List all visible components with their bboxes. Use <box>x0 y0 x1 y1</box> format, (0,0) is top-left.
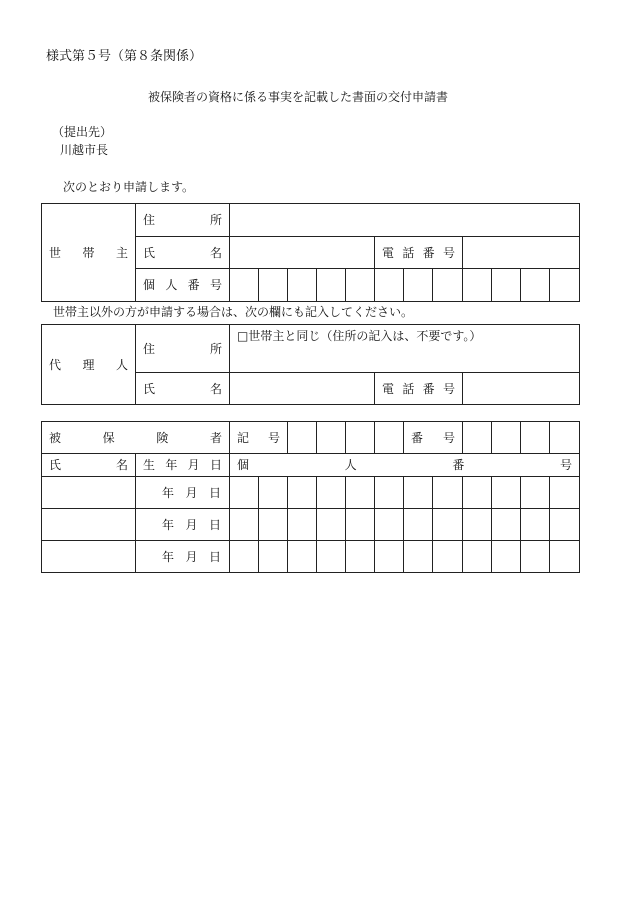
individual-number-digit-cell[interactable] <box>346 269 375 302</box>
individual-number-digit-cell[interactable] <box>433 509 463 541</box>
individual-number-digit-cell[interactable] <box>550 477 580 509</box>
proxy-name-label: 氏 名 <box>136 373 230 405</box>
insured-section-label: 被 保 険 者 <box>42 422 230 454</box>
proxy-phone-label: 電 話 番 号 <box>375 373 463 405</box>
intro-text: 次のとおり申請します。 <box>63 180 195 194</box>
insured-row <box>42 541 580 573</box>
individual-number-digit-cell[interactable] <box>463 541 492 573</box>
household-head-section-label: 世 帯 主 <box>42 204 136 302</box>
individual-number-digit-cell[interactable] <box>521 509 550 541</box>
proxy-address-label: 住 所 <box>136 325 230 373</box>
name-label: 氏 名 <box>136 237 230 269</box>
name-field[interactable] <box>230 237 375 269</box>
individual-number-digit-cell[interactable] <box>375 269 404 302</box>
individual-number-digit-cell[interactable] <box>346 541 375 573</box>
insured-name-cell[interactable] <box>42 541 136 573</box>
symbol-label: 記 号 <box>230 422 288 454</box>
individual-number-digit-cell[interactable] <box>317 477 346 509</box>
phone-field[interactable] <box>463 237 580 269</box>
phone-label: 電 話 番 号 <box>375 237 463 269</box>
individual-number-digit-cell[interactable] <box>550 509 580 541</box>
individual-number-digit-cell[interactable] <box>230 269 259 302</box>
individual-number-digit-cell[interactable] <box>346 509 375 541</box>
birthdate-cell[interactable]: 年 月 日 <box>136 477 230 509</box>
recipient-label: （提出先） <box>52 125 113 139</box>
individual-number-digit-cell[interactable] <box>492 269 521 302</box>
insured-row <box>42 509 580 541</box>
insured-table <box>41 421 580 573</box>
individual-number-label: 個 人 番 号 <box>136 269 230 302</box>
individual-number-digit-cell[interactable] <box>375 477 404 509</box>
symbol-cell[interactable] <box>375 422 404 454</box>
individual-number-digit-cell[interactable] <box>288 541 317 573</box>
symbol-cell[interactable] <box>288 422 317 454</box>
individual-number-digit-cell[interactable] <box>433 541 463 573</box>
recipient: 川越市長 <box>60 143 109 157</box>
individual-number-digit-cell[interactable] <box>521 269 550 302</box>
number-cell[interactable] <box>492 422 521 454</box>
column-header-birthdate: 生 年 月 日 <box>136 454 230 477</box>
same-as-head-checkbox[interactable]: □世帯主と同じ（住所の記入は、不要です。） <box>237 329 482 343</box>
individual-number-digit-cell[interactable] <box>317 509 346 541</box>
insured-name-cell[interactable] <box>42 477 136 509</box>
birthdate-cell[interactable]: 年 月 日 <box>136 541 230 573</box>
column-header-individual-number: 個 人 番 号 <box>230 454 580 477</box>
number-label: 番 号 <box>404 422 463 454</box>
proxy-table <box>41 324 580 405</box>
individual-number-digit-cell[interactable] <box>404 477 433 509</box>
address-label: 住 所 <box>136 204 230 237</box>
proxy-phone-field[interactable] <box>463 373 580 405</box>
number-cell[interactable] <box>463 422 492 454</box>
individual-number-digit-cell[interactable] <box>230 509 259 541</box>
number-cell[interactable] <box>550 422 580 454</box>
individual-number-digit-cell[interactable] <box>463 269 492 302</box>
proxy-address-field[interactable] <box>230 325 580 373</box>
individual-number-digit-cell[interactable] <box>550 541 580 573</box>
individual-number-digit-cell[interactable] <box>375 541 404 573</box>
household-head-table <box>41 203 580 302</box>
symbol-cell[interactable] <box>317 422 346 454</box>
individual-number-digit-cell[interactable] <box>433 477 463 509</box>
individual-number-digit-cell[interactable] <box>317 541 346 573</box>
individual-number-digit-cell[interactable] <box>288 509 317 541</box>
individual-number-digit-cell[interactable] <box>288 269 317 302</box>
individual-number-digit-cell[interactable] <box>259 509 288 541</box>
individual-number-digit-cell[interactable] <box>492 509 521 541</box>
insured-name-cell[interactable] <box>42 509 136 541</box>
symbol-cell[interactable] <box>346 422 375 454</box>
individual-number-digit-cell[interactable] <box>230 477 259 509</box>
individual-number-digit-cell[interactable] <box>346 477 375 509</box>
birthdate-cell[interactable]: 年 月 日 <box>136 509 230 541</box>
individual-number-digit-cell[interactable] <box>492 541 521 573</box>
individual-number-digit-cell[interactable] <box>433 269 463 302</box>
individual-number-digit-cell[interactable] <box>288 477 317 509</box>
individual-number-digit-cell[interactable] <box>404 269 433 302</box>
proxy-note: 世帯主以外の方が申請する場合は、次の欄にも記入してください。 <box>53 305 414 319</box>
individual-number-digit-cell[interactable] <box>521 541 550 573</box>
individual-number-digit-cell[interactable] <box>463 509 492 541</box>
individual-number-digit-cell[interactable] <box>230 541 259 573</box>
proxy-section-label: 代 理 人 <box>42 325 136 405</box>
individual-number-digit-cell[interactable] <box>404 509 433 541</box>
individual-number-digit-cell[interactable] <box>521 477 550 509</box>
individual-number-digit-cell[interactable] <box>463 477 492 509</box>
individual-number-digit-cell[interactable] <box>317 269 346 302</box>
individual-number-digit-cell[interactable] <box>259 269 288 302</box>
individual-number-digit-cell[interactable] <box>259 541 288 573</box>
form-title: 被保険者の資格に係る事実を記載した書面の交付申請書 <box>148 90 449 104</box>
insured-row <box>42 477 580 509</box>
address-field[interactable] <box>230 204 580 237</box>
form-number: 様式第５号（第８条関係） <box>46 49 203 64</box>
proxy-name-field[interactable] <box>230 373 375 405</box>
column-header-name: 氏 名 <box>42 454 136 477</box>
individual-number-digit-cell[interactable] <box>550 269 580 302</box>
individual-number-digit-cell[interactable] <box>375 509 404 541</box>
individual-number-digit-cell[interactable] <box>404 541 433 573</box>
individual-number-digit-cell[interactable] <box>492 477 521 509</box>
number-cell[interactable] <box>521 422 550 454</box>
individual-number-digit-cell[interactable] <box>259 477 288 509</box>
